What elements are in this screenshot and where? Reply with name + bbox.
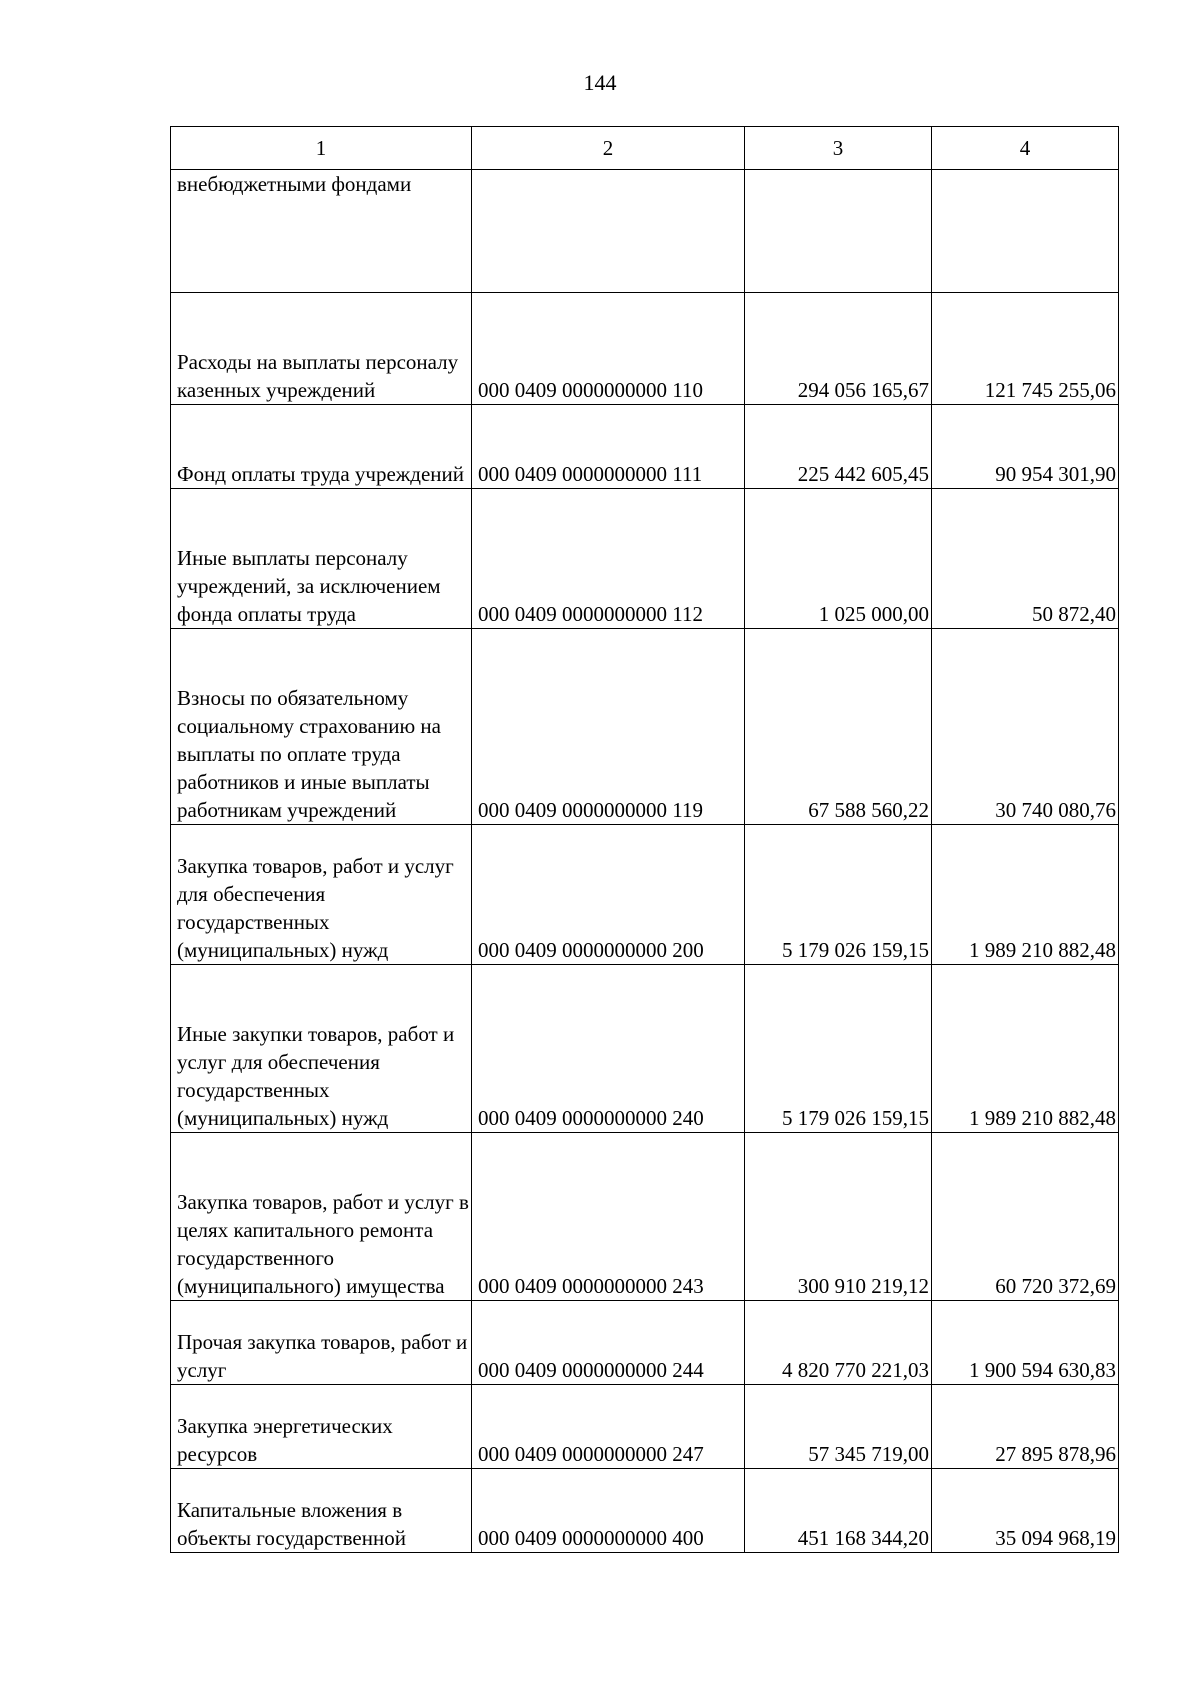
table-row: [171, 293, 1119, 405]
row-value-4: 121 745 255,06: [932, 293, 1119, 405]
row-code: 000 0409 0000000000 119: [472, 629, 745, 825]
row-code: 000 0409 0000000000 244: [472, 1301, 745, 1385]
row-code: 000 0409 0000000000 247: [472, 1385, 745, 1469]
table-row: [171, 1133, 1119, 1301]
table-row: [171, 1385, 1119, 1469]
row-code: 000 0409 0000000000 240: [472, 965, 745, 1133]
page-number: 144: [583, 70, 617, 95]
row-name: внебюджетными фондами: [171, 170, 472, 293]
table-row: [171, 489, 1119, 629]
header-col-4: 4: [932, 127, 1119, 170]
row-code: 000 0409 0000000000 200: [472, 825, 745, 965]
row-value-3: 451 168 344,20: [745, 1469, 932, 1553]
row-value-4: 50 872,40: [932, 489, 1119, 629]
row-name: Расходы на выплаты персоналу казенных учреждений: [171, 293, 472, 405]
row-name: Капитальные вложения в объекты государственной: [171, 1469, 472, 1553]
table-row: [171, 1469, 1119, 1553]
row-name: Закупка энергетических ресурсов: [171, 1385, 472, 1469]
table-row: [171, 405, 1119, 489]
table-row: [171, 1301, 1119, 1385]
table-row: [171, 825, 1119, 965]
row-code: 000 0409 0000000000 243: [472, 1133, 745, 1301]
row-value-4: [932, 170, 1119, 293]
row-code: 000 0409 0000000000 112: [472, 489, 745, 629]
row-name: Иные закупки товаров, работ и услуг для обеспечения государственных (муниципальных) нужд: [171, 965, 472, 1133]
row-value-4: 1 989 210 882,48: [932, 965, 1119, 1133]
row-value-3: 67 588 560,22: [745, 629, 932, 825]
row-value-4: 90 954 301,90: [932, 405, 1119, 489]
row-name: Закупка товаров, работ и услуг в целях капитального ремонта государственного (муниципального) имущества: [171, 1133, 472, 1301]
row-code: [472, 170, 745, 293]
header-col-2: 2: [472, 127, 745, 170]
table-row: [171, 170, 1119, 293]
row-value-3: 1 025 000,00: [745, 489, 932, 629]
row-value-3: 294 056 165,67: [745, 293, 932, 405]
row-value-3: 57 345 719,00: [745, 1385, 932, 1469]
row-value-4: 35 094 968,19: [932, 1469, 1119, 1553]
row-code: 000 0409 0000000000 400: [472, 1469, 745, 1553]
row-value-4: 27 895 878,96: [932, 1385, 1119, 1469]
row-code: 000 0409 0000000000 111: [472, 405, 745, 489]
row-value-3: 5 179 026 159,15: [745, 965, 932, 1133]
row-code: 000 0409 0000000000 110: [472, 293, 745, 405]
table-row: [171, 629, 1119, 825]
table-header-row: [171, 127, 1119, 170]
row-value-4: 60 720 372,69: [932, 1133, 1119, 1301]
row-value-4: 1 900 594 630,83: [932, 1301, 1119, 1385]
row-value-3: 5 179 026 159,15: [745, 825, 932, 965]
row-name: Иные выплаты персоналу учреждений, за исключением фонда оплаты труда: [171, 489, 472, 629]
row-value-4: 1 989 210 882,48: [932, 825, 1119, 965]
header-col-3: 3: [745, 127, 932, 170]
row-name: Фонд оплаты труда учреждений: [171, 405, 472, 489]
row-name: Взносы по обязательному социальному страхованию на выплаты по оплате труда работников и иные выплаты работникам учреждений: [171, 629, 472, 825]
header-col-1: 1: [171, 127, 472, 170]
row-value-3: 225 442 605,45: [745, 405, 932, 489]
row-name: Закупка товаров, работ и услуг для обеспечения государственных (муниципальных) нужд: [171, 825, 472, 965]
row-value-3: 4 820 770 221,03: [745, 1301, 932, 1385]
row-value-3: [745, 170, 932, 293]
row-value-3: 300 910 219,12: [745, 1133, 932, 1301]
row-value-4: 30 740 080,76: [932, 629, 1119, 825]
row-name: Прочая закупка товаров, работ и услуг: [171, 1301, 472, 1385]
budget-table: [170, 126, 1119, 1553]
table-row: [171, 965, 1119, 1133]
